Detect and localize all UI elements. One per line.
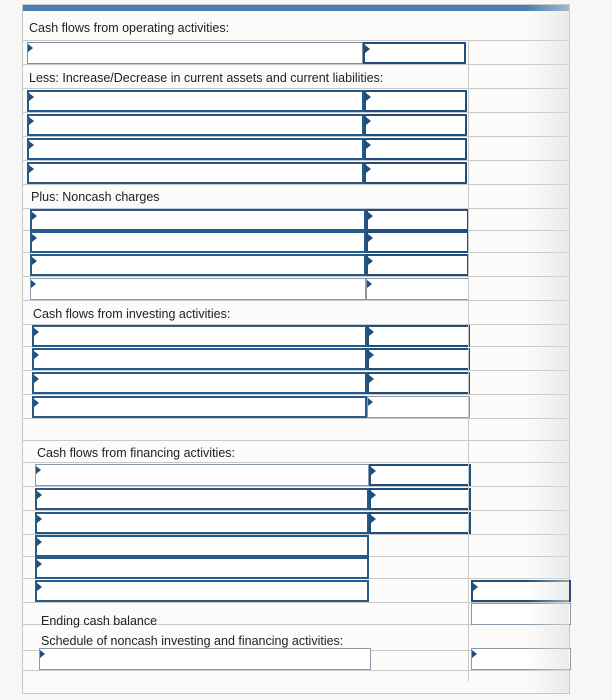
- row-less-2: [23, 113, 569, 137]
- row-investing-3: [23, 371, 569, 395]
- dropdown-marker-icon: [365, 45, 370, 53]
- row-financing-4: [23, 535, 569, 557]
- dropdown-marker-icon: [29, 93, 34, 101]
- less-desc-input-1[interactable]: [27, 90, 364, 112]
- dropdown-marker-icon: [37, 560, 42, 568]
- section-label-operating: Cash flows from operating activities:: [29, 21, 230, 35]
- operating-amount-input[interactable]: [363, 42, 466, 64]
- dropdown-marker-icon: [368, 234, 373, 242]
- noncash-desc-input-4[interactable]: [30, 278, 366, 300]
- row-noncash-2: [23, 231, 569, 253]
- less-amount-input-4[interactable]: [364, 162, 467, 184]
- financing-desc-input-3[interactable]: [35, 512, 369, 534]
- row-investing-1: [23, 325, 569, 347]
- section-label-schedule: Schedule of noncash investing and financing activities:: [41, 634, 344, 648]
- investing-amount-input-3[interactable]: [367, 372, 470, 394]
- dropdown-marker-icon: [32, 212, 37, 220]
- row-financing-5: [23, 557, 569, 579]
- section-label-investing: Cash flows from investing activities:: [33, 307, 231, 321]
- row-investing-4: [23, 395, 569, 419]
- dropdown-marker-icon: [368, 398, 373, 406]
- financing-desc-input-1[interactable]: [35, 464, 369, 486]
- third-column-divider: [468, 41, 469, 681]
- investing-desc-input-1[interactable]: [32, 325, 367, 347]
- dropdown-marker-icon: [29, 165, 34, 173]
- financing-amount-input-2[interactable]: [369, 488, 471, 510]
- less-desc-input-4[interactable]: [27, 162, 364, 184]
- row-schedule-1: [23, 647, 569, 671]
- less-amount-input-2[interactable]: [364, 114, 467, 136]
- row-noncash-1: [23, 209, 569, 231]
- dropdown-marker-icon: [369, 328, 374, 336]
- dropdown-marker-icon: [37, 538, 42, 546]
- cash-flow-worksheet: [22, 4, 570, 694]
- dropdown-marker-icon: [371, 515, 376, 523]
- header-bar: [23, 5, 569, 11]
- dropdown-marker-icon: [29, 141, 34, 149]
- noncash-desc-input-1[interactable]: [30, 209, 366, 231]
- row-less-3: [23, 137, 569, 161]
- row-noncash-3: [23, 253, 569, 277]
- dropdown-marker-icon: [366, 117, 371, 125]
- less-desc-input-2[interactable]: [27, 114, 364, 136]
- dropdown-marker-icon: [37, 515, 42, 523]
- row-less-changes-header: [23, 65, 569, 89]
- dropdown-marker-icon: [34, 328, 39, 336]
- financing-amount-input-1[interactable]: [369, 464, 471, 486]
- dropdown-marker-icon: [32, 234, 37, 242]
- dropdown-marker-icon: [369, 375, 374, 383]
- dropdown-marker-icon: [34, 351, 39, 359]
- less-amount-input-1[interactable]: [364, 90, 467, 112]
- dropdown-marker-icon: [367, 280, 372, 288]
- row-financing-header: [23, 441, 569, 463]
- dropdown-marker-icon: [368, 212, 373, 220]
- section-label-less-changes: Less: Increase/Decrease in current assets and current liabilities:: [29, 71, 384, 85]
- section-label-noncash: Plus: Noncash charges: [31, 190, 160, 204]
- noncash-desc-input-2[interactable]: [30, 231, 366, 253]
- dropdown-marker-icon: [32, 257, 37, 265]
- dropdown-marker-icon: [366, 165, 371, 173]
- row-noncash-4: [23, 277, 569, 301]
- investing-amount-input-1[interactable]: [367, 325, 470, 347]
- dropdown-marker-icon: [366, 93, 371, 101]
- row-operating-input: [23, 41, 569, 65]
- row-financing-3: [23, 511, 569, 535]
- dropdown-marker-icon: [40, 650, 45, 658]
- dropdown-marker-icon: [34, 375, 39, 383]
- financing-desc-input-2[interactable]: [35, 488, 369, 510]
- row-financing-1: [23, 463, 569, 487]
- dropdown-marker-icon: [371, 467, 376, 475]
- less-amount-input-3[interactable]: [364, 138, 467, 160]
- investing-desc-input-4[interactable]: [32, 396, 367, 418]
- operating-desc-input[interactable]: [27, 42, 363, 64]
- noncash-amount-input-1[interactable]: [366, 209, 469, 231]
- page-edge-shadow: [527, 5, 569, 693]
- row-ending-balance: [23, 611, 569, 631]
- dropdown-marker-icon: [369, 351, 374, 359]
- investing-amount-input-2[interactable]: [367, 348, 470, 370]
- dropdown-marker-icon: [472, 650, 477, 658]
- schedule-desc-input[interactable]: [39, 648, 371, 670]
- row-investing-spacer: [23, 419, 569, 441]
- dropdown-marker-icon: [473, 583, 478, 591]
- dropdown-marker-icon: [37, 491, 42, 499]
- noncash-amount-input-2[interactable]: [366, 231, 469, 253]
- net-change-desc-input[interactable]: [35, 580, 369, 602]
- investing-amount-input-4[interactable]: [367, 396, 470, 418]
- financing-amount-input-3[interactable]: [369, 512, 471, 534]
- row-less-1: [23, 89, 569, 113]
- less-desc-input-3[interactable]: [27, 138, 364, 160]
- row-net-change: [23, 579, 569, 603]
- row-investing-header: [23, 301, 569, 325]
- noncash-desc-input-3[interactable]: [30, 254, 366, 276]
- row-noncash-header: [23, 185, 569, 209]
- section-label-financing: Cash flows from financing activities:: [37, 446, 235, 460]
- dropdown-marker-icon: [368, 257, 373, 265]
- row-less-4: [23, 161, 569, 185]
- financing-desc-input-5[interactable]: [35, 557, 369, 579]
- noncash-amount-input-3[interactable]: [366, 254, 469, 276]
- row-investing-2: [23, 347, 569, 371]
- dropdown-marker-icon: [34, 399, 39, 407]
- noncash-amount-input-4[interactable]: [366, 278, 469, 300]
- investing-desc-input-3[interactable]: [32, 372, 367, 394]
- dropdown-marker-icon: [366, 141, 371, 149]
- dropdown-marker-icon: [37, 583, 42, 591]
- ending-balance-label: Ending cash balance: [41, 614, 158, 628]
- dropdown-marker-icon: [28, 44, 33, 52]
- financing-desc-input-4[interactable]: [35, 535, 369, 557]
- dropdown-marker-icon: [36, 466, 41, 474]
- dropdown-marker-icon: [29, 117, 34, 125]
- investing-desc-input-2[interactable]: [32, 348, 367, 370]
- dropdown-marker-icon: [371, 491, 376, 499]
- dropdown-marker-icon: [31, 280, 36, 288]
- row-financing-2: [23, 487, 569, 511]
- row-operating-header: [23, 13, 569, 41]
